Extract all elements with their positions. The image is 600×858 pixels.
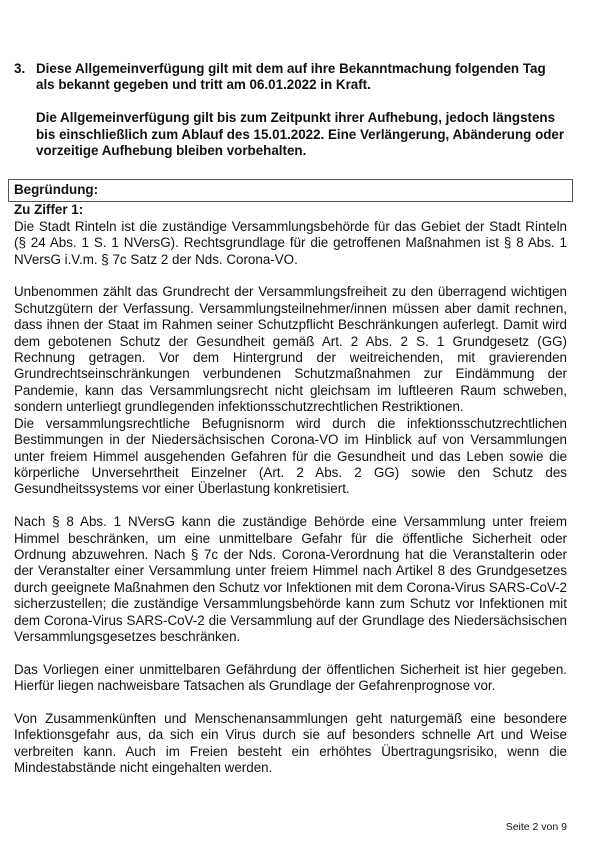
body-block-2 — [14, 284, 567, 497]
clause-3-paragraph-2: Die Allgemeinverfügung gilt bis zum Zeitpunkt ihrer Aufhebung, jedoch längstens bis einschließlich zum Ablauf des 15.01.2022. Eine Verlängerung, Abänderung oder vorzeitige Aufhebung bleiben vorbehalten. — [36, 110, 565, 159]
begruendung-header-box — [8, 179, 573, 202]
clause-3 — [14, 61, 567, 159]
body-paragraph: Das Vorliegen einer unmittelbaren Gefährdung der öffentlichen Sicherheit ist hier gegeben. Hierfür liegen nachweisbare Tatsachen als Grundlage der Gefahrenprognose vor. — [14, 661, 567, 694]
body-block-4 — [14, 662, 567, 695]
zu-ziffer-1-heading: Zu Ziffer 1: — [14, 202, 84, 218]
begruendung-header-label: Begründung: — [14, 182, 99, 198]
body-paragraph: Nach § 8 Abs. 1 NVersG kann die zuständige Behörde eine Versammlung unter freiem Himmel beschränken, um eine unmittelbare Gefahr für die öffentliche Sicherheit oder Ordnung abzuwehren. Nach § 7c der Nds. Corona-Verordnung hat die Veranstalterin oder der Veranstalter einer Versammlung unter freiem Himmel nach Artikel 8 des Grundgesetzes durch geeignete Maßnahmen den Schutz vor Infektionen mit dem Corona-Virus SARS-CoV-2 sicherzustellen; die zuständige Versammlungsbehörde kann zum Schutz vor Infektionen mit dem Corona-Virus SARS-CoV-2 die Versammlung auf der Grundlage des Niedersächsischen Versammlungsgesetzes beschränken. — [14, 514, 567, 644]
clause-3-number: 3. — [14, 61, 26, 76]
body-paragraph: Unbenommen zählt das Grundrecht der Versammlungsfreiheit zu den überragend wichtigen Schutzgütern der Verfassung. Versammlungsteilnehmer/innen müssen aber damit rechnen, dass ihnen der Staat im Rahmen seiner Schutzpflicht Beschränkungen auferlegt. Damit wird dem gebotenen Schutz der Gesundheit gemäß Art. 2 Abs. 2 S. 1 Grundgesetz (GG) Rechnung getragen. Vor dem Hintergrund der weitreichenden, mit gravierenden Grundrechtseinschränkungen verbundenen Schutzmaßnahmen zur Eindämmung der Pandemie, kann das Versammlungsrecht nicht gleichsam im luftleeren Raum schweben, sondern unterliegt grundlegenden infektionsschutzrechtlichen Restriktionen. — [14, 284, 567, 415]
body-block-1 — [14, 219, 567, 268]
page-number-footer: Seite 2 von 9 — [505, 821, 567, 833]
body-block-5 — [14, 711, 567, 777]
body-paragraph: Von Zusammenkünften und Menschenansammlungen geht naturgemäß eine besondere Infektionsgefahr aus, da sich ein Virus durch sie auf besonders schnelle Art und Weise verbreiten kann. Auch im Freien besteht ein erhöhtes Übertragungsrisiko, wenn die Mindestabstände nicht eingehalten werden. — [14, 710, 567, 776]
body-block-3 — [14, 514, 567, 645]
body-paragraph: Die versammlungsrechtliche Befugnisnorm wird durch die infektionsschutzrechtlichen Bestimmungen in der Niedersächsischen Corona-VO im Hinblick auf von Versammlungen unter freiem Himmel ausgehenden Gefahren für die Gesundheit und das Leben sowie die körperliche Unversehrtheit Einzelner (Art. 2 Abs. 2 GG) sowie den Schutz des Gesundheitssystems vor einer Überlastung konkretisiert. — [14, 415, 567, 497]
body-paragraph: Die Stadt Rinteln ist die zuständige Versammlungsbehörde für das Gebiet der Stadt Rinteln (§ 24 Abs. 1 S. 1 NVersG). Rechtsgrundlage für die getroffenen Maßnahmen ist § 8 Abs. 1 NVersG i.V.m. § 7c Satz 2 der Nds. Corona-VO. — [14, 218, 567, 267]
clause-3-paragraph-1: Diese Allgemeinverfügung gilt mit dem auf ihre Bekanntmachung folgenden Tag als bekannt gegeben und tritt am 06.01.2022 in Kraft. — [36, 61, 546, 93]
